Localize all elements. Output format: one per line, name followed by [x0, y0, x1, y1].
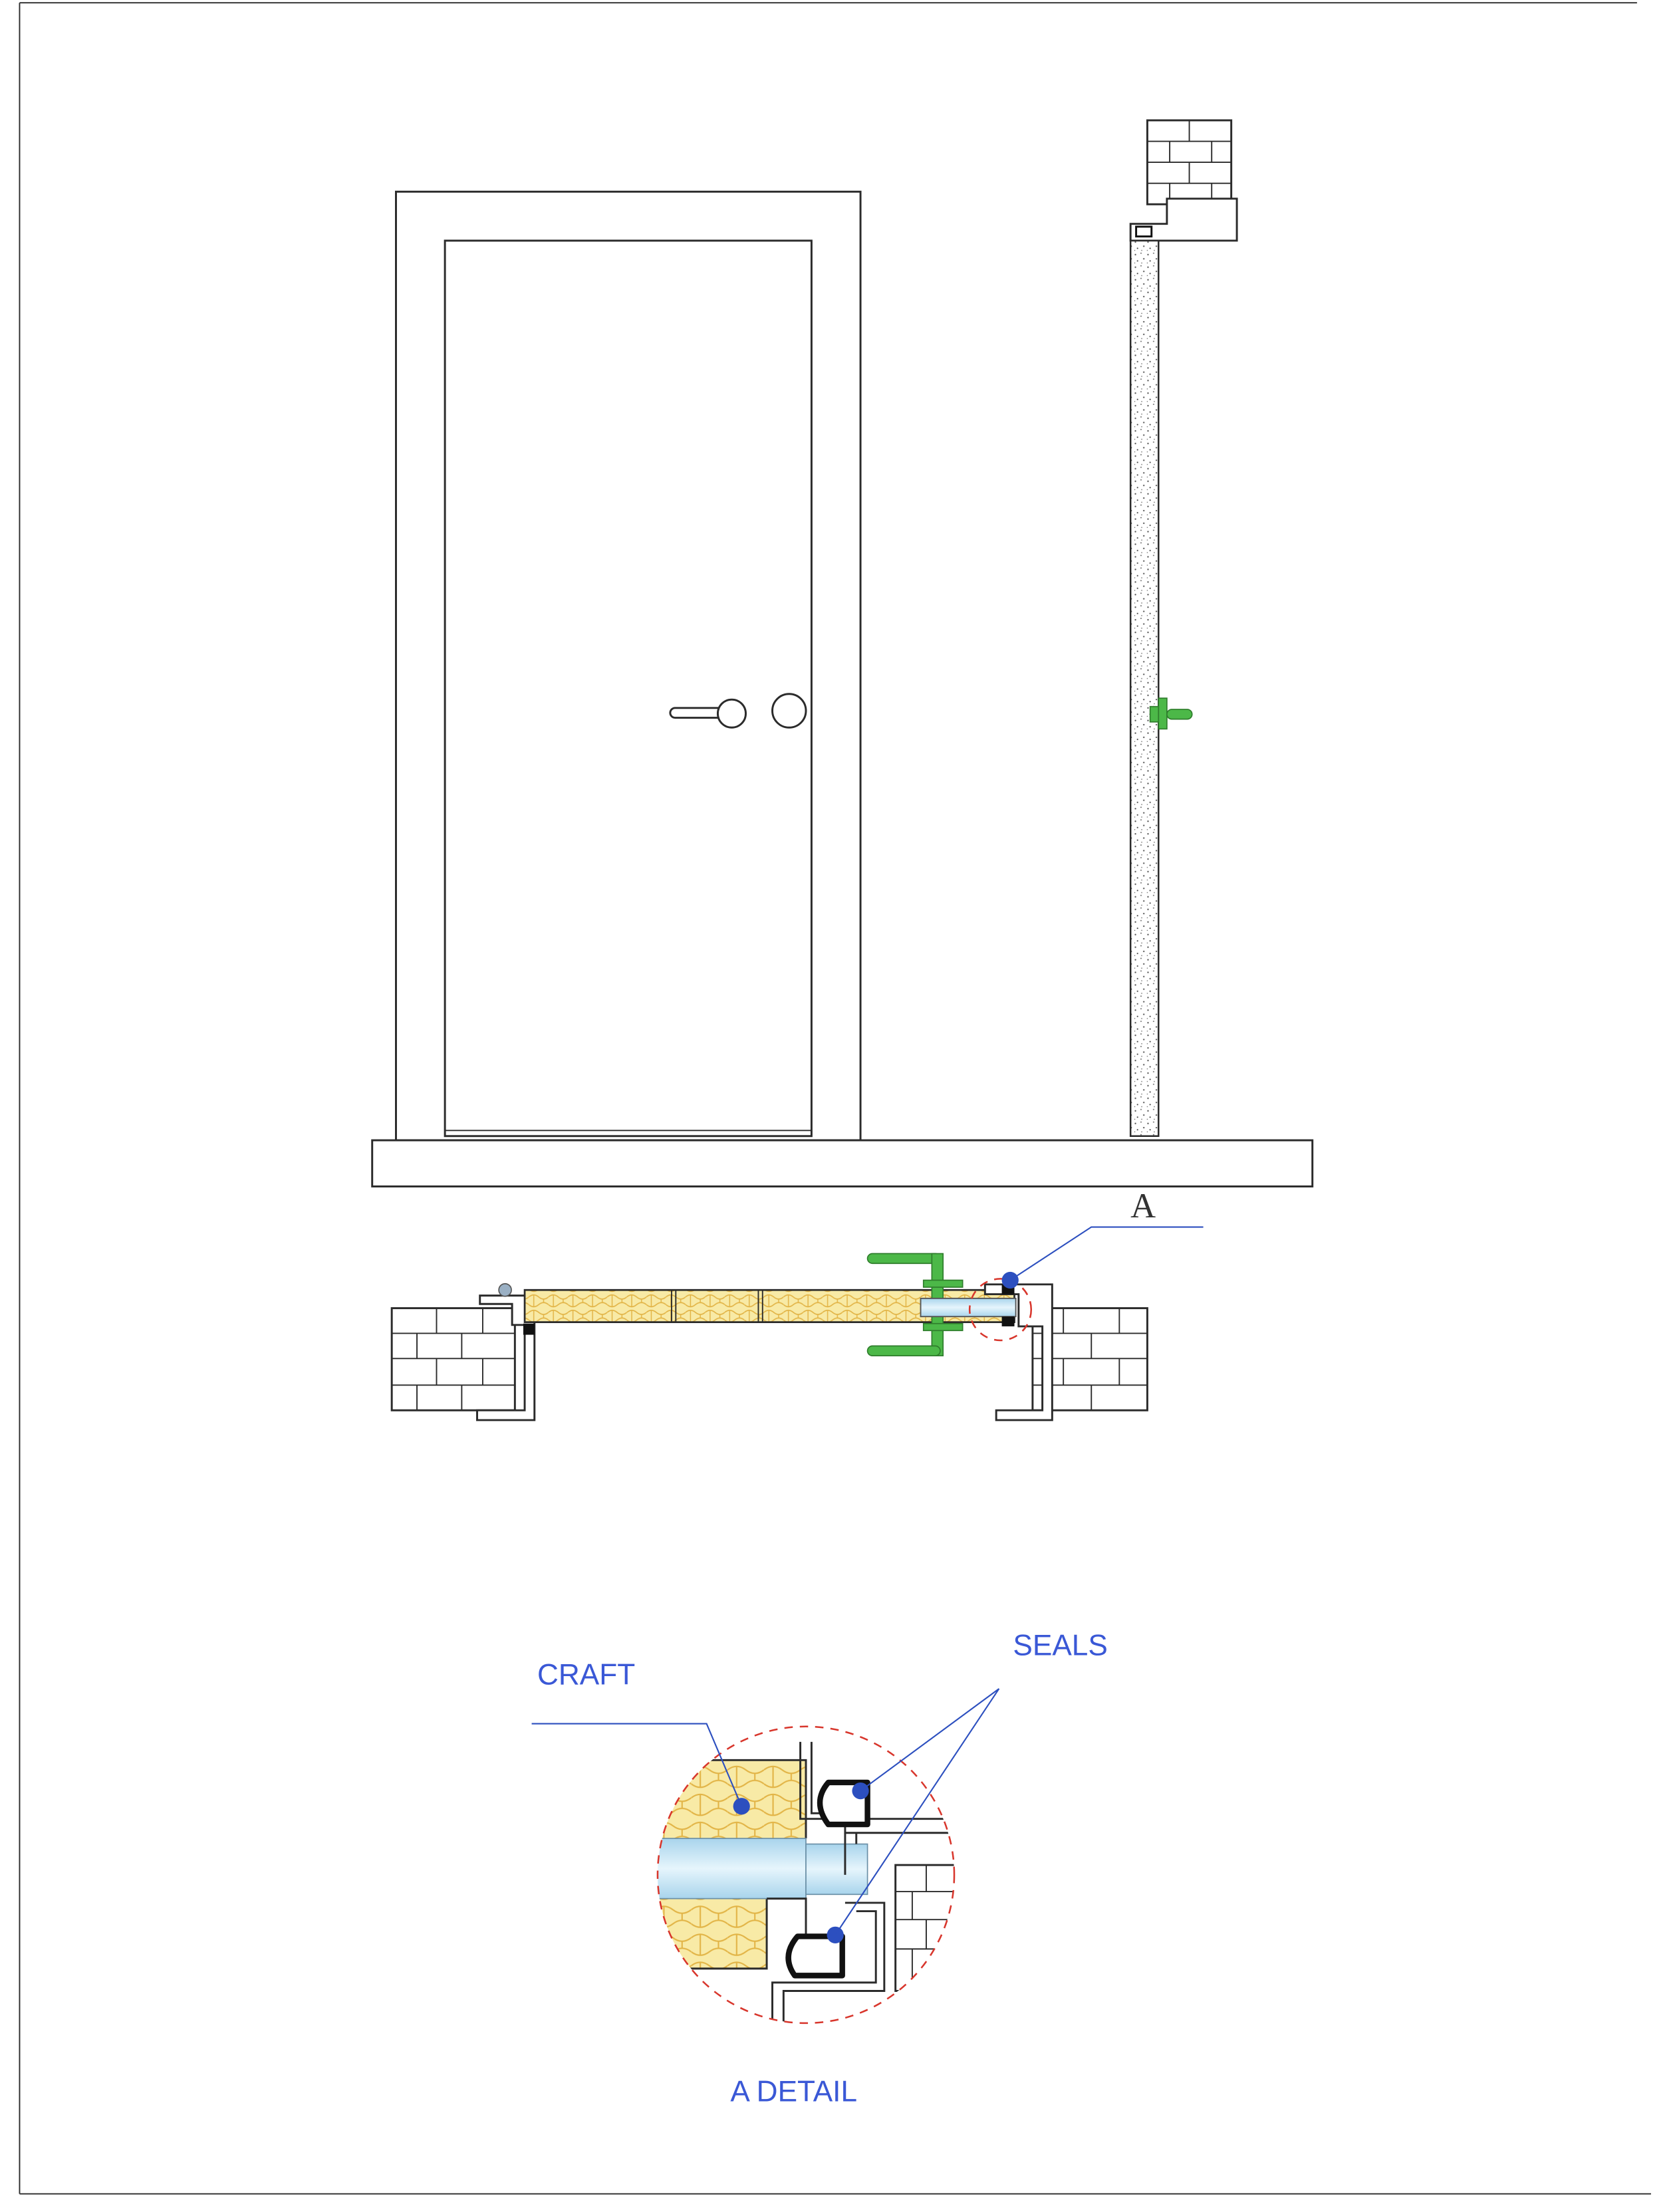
seals-label: SEALS [1013, 1629, 1108, 1662]
callout-leader [1010, 1227, 1203, 1281]
a-detail [532, 1629, 1108, 2108]
floor-slab [372, 1140, 1313, 1186]
core-top [646, 1760, 806, 1838]
right-jamb-seal-bottom [1002, 1316, 1015, 1326]
side-section [1130, 120, 1237, 1136]
section-marker: A [1130, 1186, 1156, 1225]
lock-cylinder [773, 694, 807, 728]
lock-bolt [921, 1298, 1016, 1316]
head-seal [1136, 227, 1152, 237]
hinge-knuckle [499, 1284, 511, 1296]
craft-label: CRAFT [537, 1658, 636, 1691]
wall-bricks-top [1147, 120, 1231, 204]
seals-leader-top [860, 1689, 999, 1791]
detail-contents [644, 1714, 979, 2043]
core-bottom [646, 1899, 767, 1969]
left-wall-bricks [392, 1308, 515, 1411]
left-jamb-seal [523, 1324, 535, 1335]
plan-section [392, 1187, 1203, 1420]
door-leaf-section [1130, 241, 1158, 1136]
detail-title: A DETAIL [730, 2075, 858, 2108]
door-leaf [445, 241, 811, 1136]
front-elevation [372, 191, 1313, 1186]
detail-wall-bricks [896, 1865, 966, 1991]
detail-bolt [646, 1838, 806, 1898]
handle-rose [717, 699, 745, 727]
